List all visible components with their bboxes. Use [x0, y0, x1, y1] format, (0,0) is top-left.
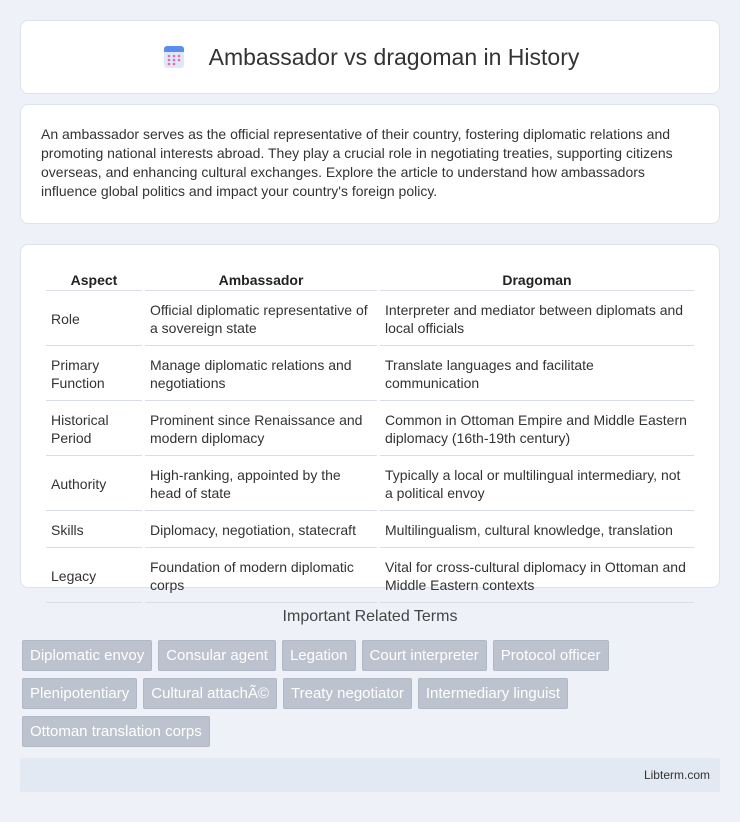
related-term-tag[interactable]: Court interpreter: [362, 640, 487, 671]
cell-dragoman: Typically a local or multilingual intermediary, not a political envoy: [380, 458, 694, 511]
cell-dragoman: Interpreter and mediator between diplomats and local officials: [380, 293, 694, 346]
comparison-card: [20, 244, 720, 593]
table-header-row: [46, 267, 694, 291]
table-row: [46, 550, 694, 603]
related-term-tag[interactable]: Intermediary linguist: [418, 678, 568, 709]
cell-aspect: Primary Function: [46, 348, 142, 401]
header-aspect: Aspect: [46, 267, 142, 291]
intro-card: [20, 104, 720, 224]
related-terms-heading: Important Related Terms: [282, 608, 458, 625]
cell-ambassador: Foundation of modern diplomatic corps: [145, 550, 377, 603]
cell-ambassador: Official diplomatic representative of a sovereign state: [145, 293, 377, 346]
related-term-tag[interactable]: Cultural attachÃ©: [143, 678, 277, 709]
related-term-tag[interactable]: Consular agent: [158, 640, 276, 671]
cell-dragoman: Vital for cross-cultural diplomacy in Ottoman and Middle Eastern contexts: [380, 550, 694, 603]
cell-aspect: Role: [46, 293, 142, 346]
table-row: [46, 293, 694, 346]
cell-aspect: Authority: [46, 458, 142, 511]
table-row: [46, 348, 694, 401]
related-term-tag[interactable]: Diplomatic envoy: [22, 640, 152, 671]
page-title: Ambassador vs dragoman in History: [208, 43, 580, 70]
document-icon: [161, 44, 187, 70]
footer-site-link[interactable]: Libterm.com: [643, 768, 710, 782]
cell-ambassador: Diplomacy, negotiation, statecraft: [145, 513, 377, 548]
related-term-tag[interactable]: Treaty negotiator: [283, 678, 412, 709]
cell-ambassador: High-ranking, appointed by the head of state: [145, 458, 377, 511]
cell-dragoman: Common in Ottoman Empire and Middle Eastern diplomacy (16th-19th century): [380, 403, 694, 456]
cell-dragoman: Multilingualism, cultural knowledge, translation: [380, 513, 694, 548]
comparison-table: [43, 265, 697, 605]
cell-aspect: Historical Period: [46, 403, 142, 456]
related-term-tag[interactable]: Ottoman translation corps: [22, 716, 210, 747]
cell-aspect: Skills: [46, 513, 142, 548]
table-row: [46, 513, 694, 548]
cell-aspect: Legacy: [46, 550, 142, 603]
table-row: [46, 458, 694, 511]
title-card: [20, 20, 720, 94]
cell-ambassador: Prominent since Renaissance and modern diplomacy: [145, 403, 377, 456]
header-dragoman: Dragoman: [380, 267, 694, 291]
cell-dragoman: Translate languages and facilitate communication: [380, 348, 694, 401]
cell-ambassador: Manage diplomatic relations and negotiations: [145, 348, 377, 401]
header-ambassador: Ambassador: [145, 267, 377, 291]
related-term-tag[interactable]: Legation: [282, 640, 356, 671]
related-term-tag[interactable]: Protocol officer: [493, 640, 609, 671]
related-term-tag[interactable]: Plenipotentiary: [22, 678, 137, 709]
footer: [20, 758, 720, 792]
table-row: [46, 403, 694, 456]
intro-paragraph: An ambassador serves as the official representative of their country, fostering diplomatic relations and promoting national interests abroad. They play a crucial role in negotiating treaties, supporting citizens overseas, and enhancing cultural exchanges. Explore the article to understand how ambassadors influence global politics and impact your country's foreign policy.: [41, 126, 673, 199]
related-terms-list: [22, 640, 712, 754]
